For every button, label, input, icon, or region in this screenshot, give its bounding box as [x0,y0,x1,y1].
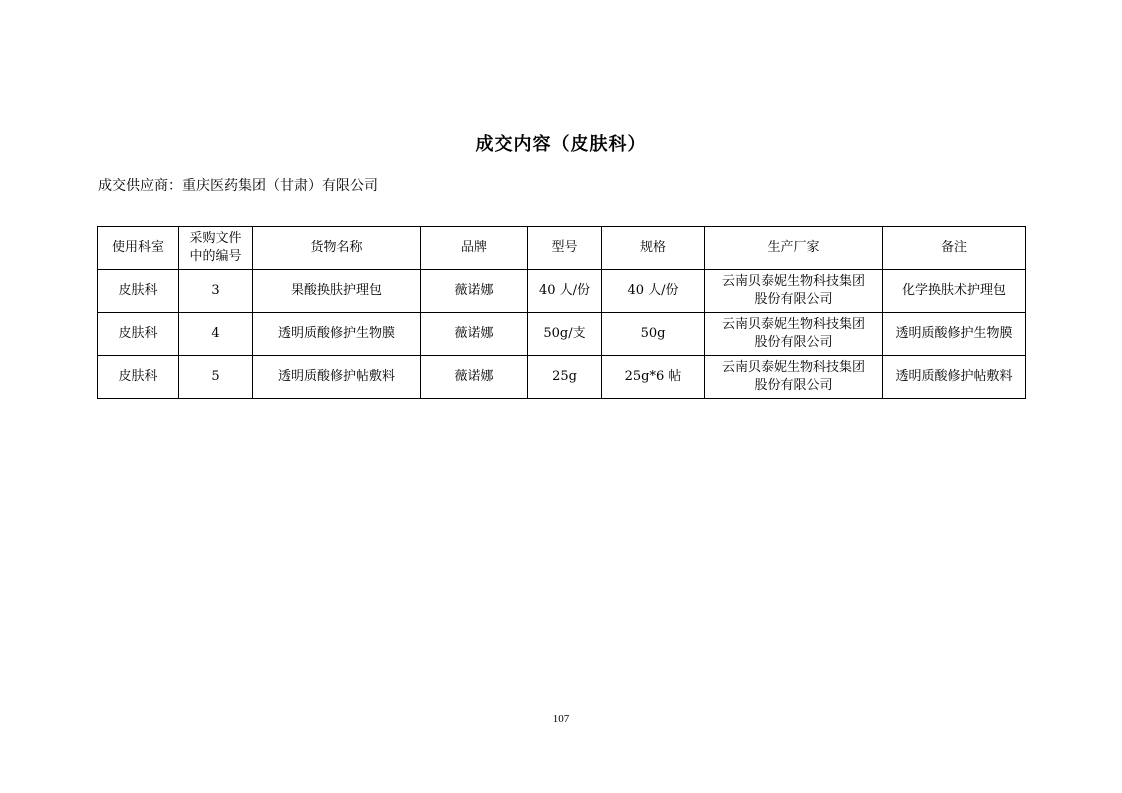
cell-goods-name: 透明质酸修护生物膜 [253,313,421,356]
cell-note: 透明质酸修护帖敷料 [883,356,1026,399]
page-number: 107 [552,713,570,725]
cell-manufacturer: 云南贝泰妮生物科技集团 股份有限公司 [705,356,883,399]
cell-model: 40 人/份 [528,270,602,313]
cell-dept: 皮肤科 [98,270,179,313]
header-dept: 使用科室 [98,227,179,270]
cell-brand: 薇诺娜 [421,313,528,356]
cell-spec: 50g [602,313,705,356]
table-row [98,313,1026,356]
cell-note: 透明质酸修护生物膜 [883,313,1026,356]
cell-manufacturer: 云南贝泰妮生物科技集团 股份有限公司 [705,270,883,313]
header-manufacturer: 生产厂家 [705,227,883,270]
cell-goods-name: 果酸换肤护理包 [253,270,421,313]
cell-note: 化学换肤术护理包 [883,270,1026,313]
cell-spec: 25g*6 帖 [602,356,705,399]
cell-number: 3 [179,270,253,313]
cell-number: 5 [179,356,253,399]
cell-goods-name: 透明质酸修护帖敷料 [253,356,421,399]
supplier-line: 成交供应商：重庆医药集团（甘肃）有限公司 [98,178,378,194]
cell-brand: 薇诺娜 [421,270,528,313]
header-brand: 品牌 [421,227,528,270]
cell-brand: 薇诺娜 [421,356,528,399]
table-header-row [98,227,1026,270]
table-row [98,356,1026,399]
header-note: 备注 [883,227,1026,270]
header-spec: 规格 [602,227,705,270]
cell-spec: 40 人/份 [602,270,705,313]
goods-table [97,226,1026,399]
table-row [98,270,1026,313]
header-model: 型号 [528,227,602,270]
cell-dept: 皮肤科 [98,356,179,399]
cell-dept: 皮肤科 [98,313,179,356]
header-doc-number: 采购文件 中的编号 [179,227,253,270]
cell-model: 25g [528,356,602,399]
cell-number: 4 [179,313,253,356]
cell-manufacturer: 云南贝泰妮生物科技集团 股份有限公司 [705,313,883,356]
header-goods-name: 货物名称 [253,227,421,270]
page-title: 成交内容（皮肤科） [475,134,647,155]
cell-model: 50g/支 [528,313,602,356]
